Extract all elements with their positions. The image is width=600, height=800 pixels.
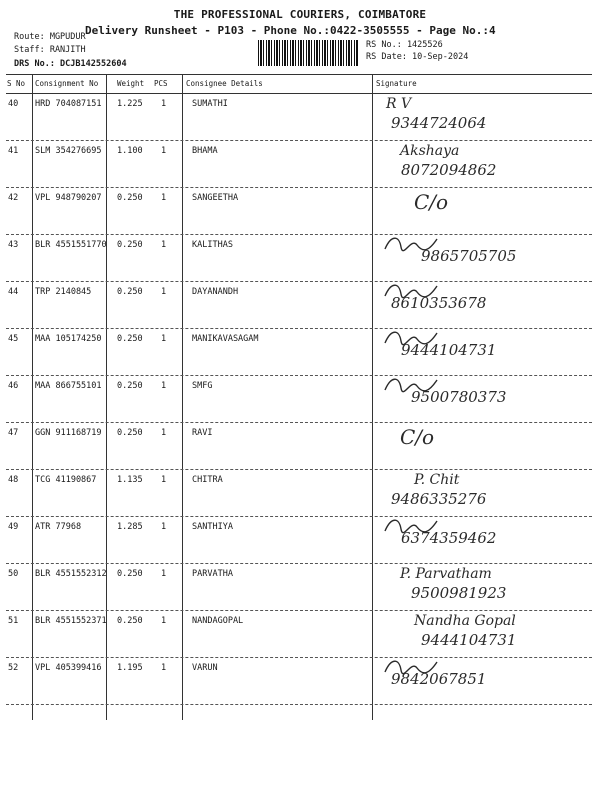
- company-title: THE PROFESSIONAL COURIERS, COIMBATORE: [173, 8, 427, 21]
- signature-phone: 9500981923: [411, 584, 507, 602]
- table-row: [6, 611, 592, 658]
- runsheet-table: [6, 74, 592, 720]
- signature-name: Nandha Gopal: [414, 613, 516, 629]
- signature-phone: 9500780373: [411, 388, 507, 406]
- table-row: [6, 423, 592, 470]
- row-weight: 0.250: [117, 381, 143, 391]
- table-row: [6, 235, 592, 282]
- row-weight: 0.250: [117, 334, 143, 344]
- table-row: [6, 94, 592, 141]
- row-consignment-no: ATR 77968: [35, 522, 82, 532]
- row-consignment-no: HRD 704087151: [35, 99, 102, 109]
- row-weight: 0.250: [117, 428, 143, 438]
- signature-scribble: [381, 233, 441, 255]
- row-sno: 52: [8, 663, 19, 673]
- table-row: [6, 141, 592, 188]
- table-row: [6, 564, 592, 611]
- col-sno: S No: [7, 79, 26, 88]
- row-weight: 1.135: [117, 475, 143, 485]
- row-weight: 0.250: [117, 240, 143, 250]
- row-weight: 1.100: [117, 146, 143, 156]
- signature-scribble: [381, 374, 441, 396]
- row-weight: 1.225: [117, 99, 143, 109]
- table-row: [6, 470, 592, 517]
- row-pcs: 1: [161, 381, 167, 391]
- row-consignee: MANIKAVASAGAM: [192, 334, 259, 344]
- row-consignment-no: TCG 41190867: [35, 475, 97, 485]
- row-pcs: 1: [161, 287, 167, 297]
- table-row: [6, 517, 592, 564]
- row-pcs: 1: [161, 569, 167, 579]
- col-pcs: PCS: [154, 79, 168, 88]
- row-sno: 47: [8, 428, 19, 438]
- signature-name: Akshaya: [400, 143, 460, 159]
- row-separator: [6, 704, 592, 705]
- table-row: [6, 376, 592, 423]
- row-consignment-no: GGN 911168719: [35, 428, 102, 438]
- row-sno: 42: [8, 193, 19, 203]
- signature-phone: 9842067851: [391, 670, 487, 688]
- row-consignee: CHITRA: [192, 475, 223, 485]
- signature-phone: 9865705705: [421, 247, 517, 265]
- signature-phone: 9486335276: [391, 490, 487, 508]
- row-sno: 48: [8, 475, 19, 485]
- signature-name: R V: [386, 96, 412, 112]
- row-sno: 41: [8, 146, 19, 156]
- row-sno: 51: [8, 616, 19, 626]
- signature-phone: 8072094862: [401, 161, 497, 179]
- row-sno: 45: [8, 334, 19, 344]
- row-sno: 50: [8, 569, 19, 579]
- route-label: Route: MGPUDUR: [14, 32, 86, 42]
- row-pcs: 1: [161, 334, 167, 344]
- row-consignment-no: TRP 2140845: [35, 287, 92, 297]
- row-sno: 40: [8, 99, 19, 109]
- row-pcs: 1: [161, 663, 167, 673]
- signature-name: P. Parvatham: [400, 566, 492, 582]
- barcode-image: [258, 40, 358, 66]
- row-consignee: SANGEETHA: [192, 193, 239, 203]
- table-row: [6, 188, 592, 235]
- signature-phone: 6374359462: [401, 529, 497, 547]
- row-consignee: NANDAGOPAL: [192, 616, 244, 626]
- row-sno: 46: [8, 381, 19, 391]
- signature-phone: 8610353678: [391, 294, 487, 312]
- row-consignee: KALITHAS: [192, 240, 233, 250]
- row-weight: 0.250: [117, 193, 143, 203]
- signature-name: C/o: [400, 425, 435, 449]
- row-weight: 1.285: [117, 522, 143, 532]
- col-weight: Weight: [117, 79, 145, 88]
- signature-scribble: [381, 327, 441, 349]
- row-pcs: 1: [161, 193, 167, 203]
- row-consignment-no: VPL 405399416: [35, 663, 102, 673]
- row-pcs: 1: [161, 616, 167, 626]
- row-weight: 1.195: [117, 663, 143, 673]
- row-weight: 0.250: [117, 616, 143, 626]
- drs-number: DRS No.: DCJB142552604: [14, 59, 127, 69]
- table-row: [6, 282, 592, 329]
- row-consignee: SMFG: [192, 381, 213, 391]
- signature-phone: 9444104731: [421, 631, 517, 649]
- row-consignee: DAYANANDH: [192, 287, 239, 297]
- col-consignment: Consignment No: [35, 79, 99, 88]
- signature-scribble: [381, 656, 441, 678]
- signature-scribble: [381, 515, 441, 537]
- row-pcs: 1: [161, 522, 167, 532]
- row-sno: 43: [8, 240, 19, 250]
- signature-phone: 9444104731: [401, 341, 497, 359]
- row-pcs: 1: [161, 146, 167, 156]
- table-header: [6, 74, 592, 94]
- rs-date: RS Date: 10-Sep-2024: [366, 52, 469, 62]
- row-consignment-no: SLM 354276695: [35, 146, 102, 156]
- table-row: [6, 658, 592, 705]
- signature-name: C/o: [414, 190, 449, 214]
- row-consignment-no: MAA 866755101: [35, 381, 102, 391]
- row-consignee: RAVI: [192, 428, 213, 438]
- row-consignment-no: BLR 4551552371: [35, 616, 107, 626]
- signature-name: P. Chit: [414, 472, 460, 488]
- row-consignee: VARUN: [192, 663, 218, 673]
- rs-number: RS No.: 1425526: [366, 40, 443, 50]
- row-consignment-no: VPL 948790207: [35, 193, 102, 203]
- col-consignee: Consignee Details: [186, 79, 263, 88]
- row-pcs: 1: [161, 240, 167, 250]
- col-signature: Signature: [376, 79, 417, 88]
- row-consignee: SUMATHI: [192, 99, 228, 109]
- row-consignee: BHAMA: [192, 146, 218, 156]
- row-weight: 0.250: [117, 287, 143, 297]
- row-consignee: SANTHIYA: [192, 522, 233, 532]
- row-consignee: PARVATHA: [192, 569, 233, 579]
- signature-phone: 9344724064: [391, 114, 487, 132]
- table-row: [6, 329, 592, 376]
- row-consignment-no: BLR 4551551770: [35, 240, 107, 250]
- runsheet-title: Delivery Runsheet - P103 - Phone No.:0422-3505555 - Page No.:4: [85, 24, 496, 37]
- row-weight: 0.250: [117, 569, 143, 579]
- row-consignment-no: MAA 105174250: [35, 334, 102, 344]
- signature-scribble: [381, 280, 441, 302]
- row-sno: 44: [8, 287, 19, 297]
- row-pcs: 1: [161, 99, 167, 109]
- row-pcs: 1: [161, 428, 167, 438]
- row-sno: 49: [8, 522, 19, 532]
- staff-label: Staff: RANJITH: [14, 45, 86, 55]
- row-consignment-no: BLR 4551552312: [35, 569, 107, 579]
- row-pcs: 1: [161, 475, 167, 485]
